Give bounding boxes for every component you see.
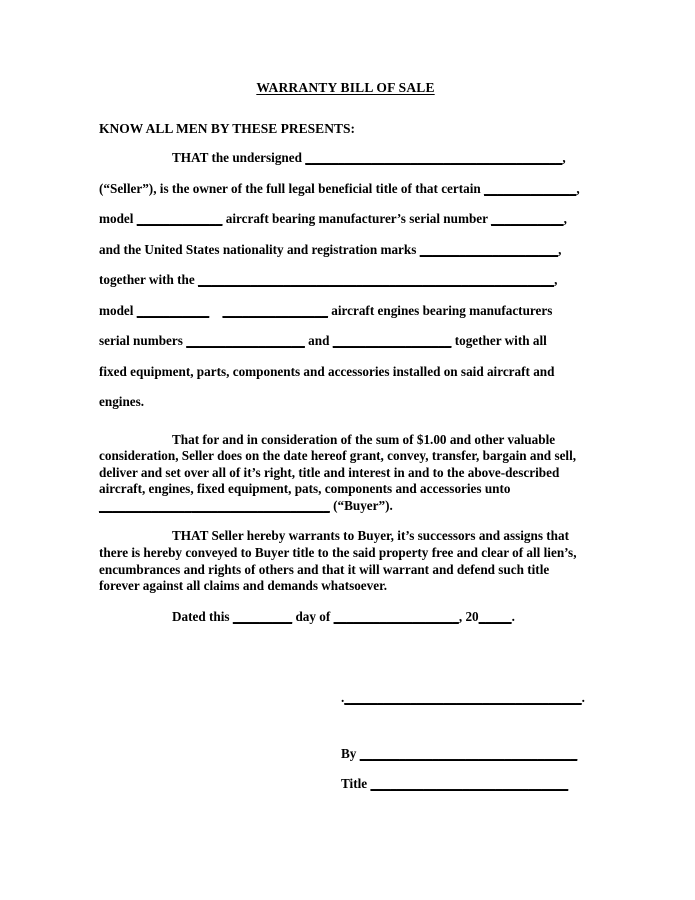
- document-title: [99, 80, 592, 96]
- document-body: [99, 80, 592, 625]
- spacer-before-consideration: [99, 418, 592, 432]
- recital-7-suffix: together with all: [451, 333, 547, 348]
- blank-engine-make[interactable]: ________________: [222, 302, 328, 318]
- recital-1-suffix: ,: [562, 150, 566, 165]
- recital-line-8: fixed equipment, parts, components and accessories installed on said aircraft and: [99, 363, 555, 379]
- recital-line-2: [99, 174, 592, 205]
- dated-line: [99, 609, 592, 626]
- title-label: Title: [341, 776, 371, 791]
- signature-name-suffix: .: [581, 690, 585, 705]
- blank-signature-name[interactable]: ____________________________________: [344, 690, 582, 705]
- recital-line-1: [99, 143, 592, 174]
- recital-1-text: THAT the undersigned: [172, 150, 306, 165]
- blank-buyer-name-a[interactable]: ______________: [99, 497, 192, 513]
- signature-name-prefix: .: [341, 690, 345, 705]
- recital-line-9: engines.: [99, 394, 145, 409]
- blank-engines-description[interactable]: ______________________________________________________: [198, 272, 555, 287]
- spacer-before-warranty: [99, 514, 592, 528]
- recital-5-text: together with the: [99, 272, 199, 287]
- dated-label: Dated this: [172, 608, 233, 624]
- dated-year-prefix: , 20: [458, 608, 479, 624]
- blank-aircraft-model[interactable]: _____________: [136, 211, 223, 226]
- recital-line-3: [99, 204, 592, 235]
- recital-3-label: model: [99, 211, 137, 226]
- recital-2-text: (“Seller”), is the owner of the full legal beneficial title of that certain: [99, 180, 485, 196]
- by-label: By: [341, 746, 360, 761]
- spacer-before-title: [341, 762, 611, 776]
- spacer-before-dated: [99, 595, 592, 609]
- warranty-paragraph: THAT Seller hereby warrants to Buyer, it’s successors and assigns that there is hereby conveyed to Buyer title to the said property free and clear of all lien’s, encumbrances and rights of others and that it will warrant and defend such title forever against all claims and demands whatsoever.: [99, 528, 577, 594]
- blank-aircraft-make[interactable]: ______________: [484, 180, 577, 196]
- blank-registration-marks[interactable]: _____________________: [419, 241, 559, 257]
- document-title-text: WARRANTY BILL OF SALE: [256, 80, 435, 95]
- recital-7-mid: and: [304, 333, 333, 348]
- blank-aircraft-serial-number[interactable]: ___________: [491, 211, 564, 226]
- recital-4-text: and the United States nationality and registration marks: [99, 241, 420, 257]
- recital-4-suffix: ,: [558, 241, 562, 257]
- blank-undersigned[interactable]: _______________________________________: [305, 150, 563, 165]
- blank-engine-serial-1[interactable]: __________________: [186, 333, 305, 348]
- signature-by-row: [341, 746, 611, 762]
- recital-line-5: [99, 265, 592, 296]
- blank-by-signature[interactable]: _________________________________: [359, 746, 578, 761]
- signature-block: [341, 690, 611, 792]
- signature-title-row: [341, 776, 611, 792]
- blank-month[interactable]: ___________________: [333, 608, 459, 624]
- dated-mid: day of: [292, 608, 334, 624]
- recital-2-suffix: ,: [576, 180, 580, 196]
- recital-6-suffix: aircraft engines bearing manufacturers: [327, 302, 553, 318]
- consideration-paragraph: [99, 432, 592, 515]
- recital-3-suffix: ,: [563, 211, 567, 226]
- recital-6-label: model: [99, 302, 137, 318]
- signature-name-line: [341, 690, 611, 706]
- consideration-buyer-suffix: (“Buyer”).: [329, 497, 393, 513]
- recital-5-suffix: ,: [554, 272, 558, 287]
- blank-engine-serial-2[interactable]: __________________: [332, 333, 452, 348]
- blank-buyer-name-b[interactable]: _____________________: [191, 497, 330, 513]
- consideration-text: That for and in consideration of the sum of $1.00 and other valuable consideration, Seller does on the date hereof grant, convey, transfer, bargain and sell, deliver and set over all of it’s right, title and interest in and to the above-described aircraft, engines, fixed equipment, pats, components and accessories unto: [99, 431, 577, 497]
- recital-line-4: [99, 235, 592, 266]
- recital-3-mid: aircraft bearing manufacturer’s serial number: [222, 211, 492, 226]
- spacer-before-by: [341, 706, 611, 746]
- dated-period: .: [511, 608, 515, 624]
- recital-7-label: serial numbers: [99, 333, 187, 348]
- recital-6-gap: [209, 303, 222, 318]
- recital-line-7: [99, 326, 592, 357]
- recital-line-6: [99, 296, 592, 327]
- blank-engine-model[interactable]: ___________: [136, 302, 210, 318]
- blank-day[interactable]: _________: [232, 608, 293, 624]
- blank-title-signature[interactable]: ______________________________: [370, 776, 569, 791]
- document-heading: KNOW ALL MEN BY THESE PRESENTS:: [99, 121, 355, 136]
- blank-year[interactable]: _____: [478, 608, 512, 624]
